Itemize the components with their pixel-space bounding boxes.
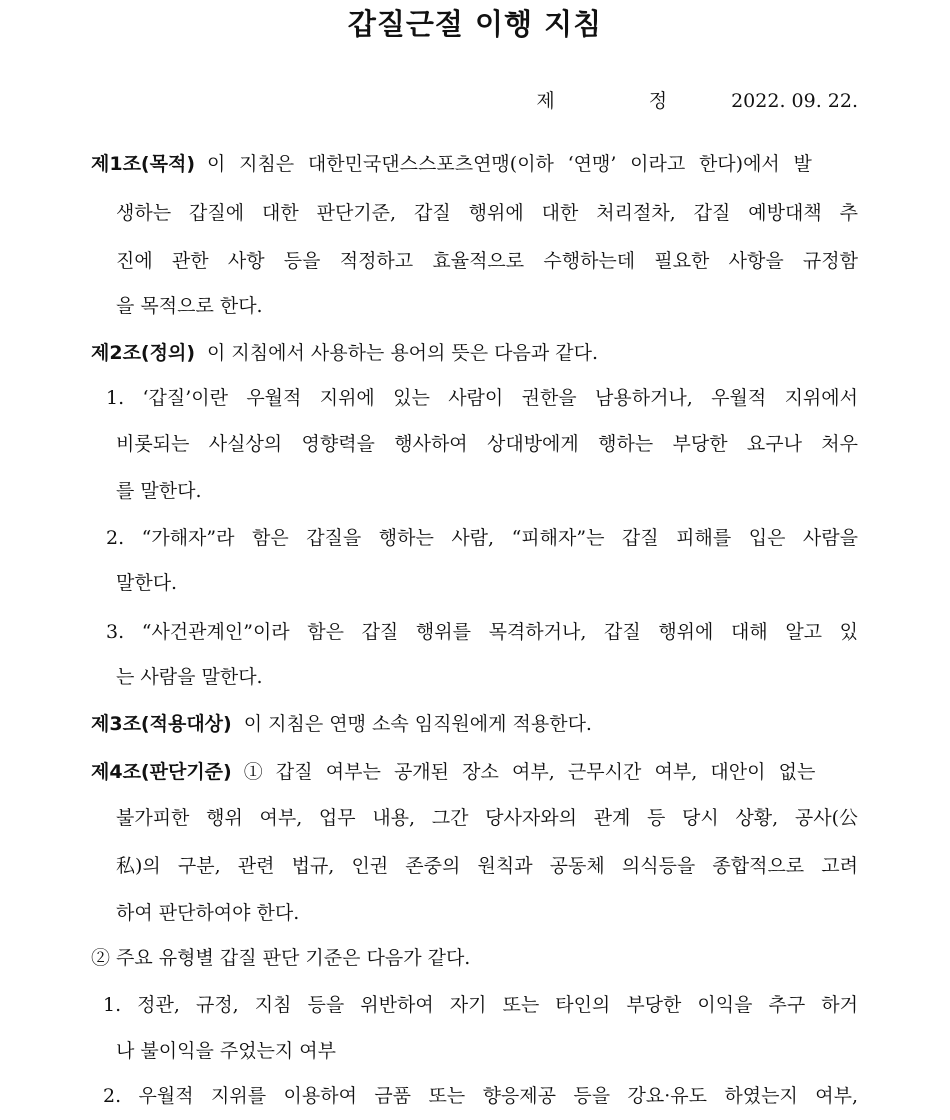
list-item-text: 비롯되는 사실상의 영향력을 행사하여 상대방에게 행하는 부당한 요구나 처우: [116, 433, 858, 455]
article-heading: 제3조(적용대상): [91, 713, 232, 735]
list-item: 1. 정관, 규정, 지침 등을 위반하여 자기 또는 타인의 부당한 이익을 추구 하거: [103, 994, 858, 1016]
list-item: 2. 우월적 지위를 이용하여 금품 또는 향응제공 등을 강요·유도 하였는지 여부,: [103, 1085, 858, 1107]
article-text: 을 목적으로 한다.: [116, 295, 263, 317]
article-text: 진에 관한 사항 등을 적정하고 효율적으로 수행하는데 필요한 사항을 규정함: [116, 250, 858, 272]
article-text: 이 지침은 연맹 소속 임직원에게 적용한다.: [243, 713, 592, 735]
list-item-text: 는 사람을 말한다.: [116, 666, 263, 688]
article-text: 이 지침은 대한민국댄스스포츠연맹(이하 ‘연맹’ 이라고 한다)에서 발: [207, 153, 812, 175]
article-text: 불가피한 행위 여부, 업무 내용, 그간 당사자와의 관계 등 당시 상황, 공사(公: [116, 807, 858, 829]
enactment-date-value: 2022. 09. 22.: [731, 90, 858, 112]
list-item-text: 를 말한다.: [116, 480, 202, 502]
article-text: 이 지침에서 사용하는 용어의 뜻은 다음과 같다.: [207, 342, 599, 364]
list-item-text: 나 불이익을 주었는지 여부: [116, 1040, 337, 1062]
article-text: 생하는 갑질에 대한 판단기준, 갑질 행위에 대한 처리절차, 갑질 예방대책 추: [116, 202, 858, 224]
article-heading: 제4조(판단기준): [91, 761, 232, 783]
enactment-date: [536, 86, 858, 113]
enactment-label: 제 정: [536, 90, 712, 112]
article-heading: 제1조(목적): [91, 153, 196, 175]
list-item: 2. “가해자”라 함은 갑질을 행하는 사람, “피해자”는 갑질 피해를 입은 사람을: [106, 527, 858, 549]
article-text: ① 갑질 여부는 공개된 장소 여부, 근무시간 여부, 대안이 없는: [243, 761, 816, 783]
list-item: 3. “사건관계인”이라 함은 갑질 행위를 목격하거나, 갑질 행위에 대해 알고 있: [106, 621, 858, 643]
article-heading: 제2조(정의): [91, 342, 196, 364]
document-title: 갑질근절 이행 지침: [347, 7, 603, 41]
article-paragraph: ② 주요 유형별 갑질 판단 기준은 다음가 같다.: [91, 947, 471, 969]
article-text: 하여 판단하여야 한다.: [116, 902, 300, 924]
article-text: 私)의 구분, 관련 법규, 인권 존중의 원칙과 공동체 의식등을 종합적으로 고려: [116, 855, 858, 877]
list-item: 1. ‘갑질’이란 우월적 지위에 있는 사람이 권한을 남용하거나, 우월적 지위에서: [106, 387, 858, 409]
list-item-text: 말한다.: [116, 572, 178, 594]
